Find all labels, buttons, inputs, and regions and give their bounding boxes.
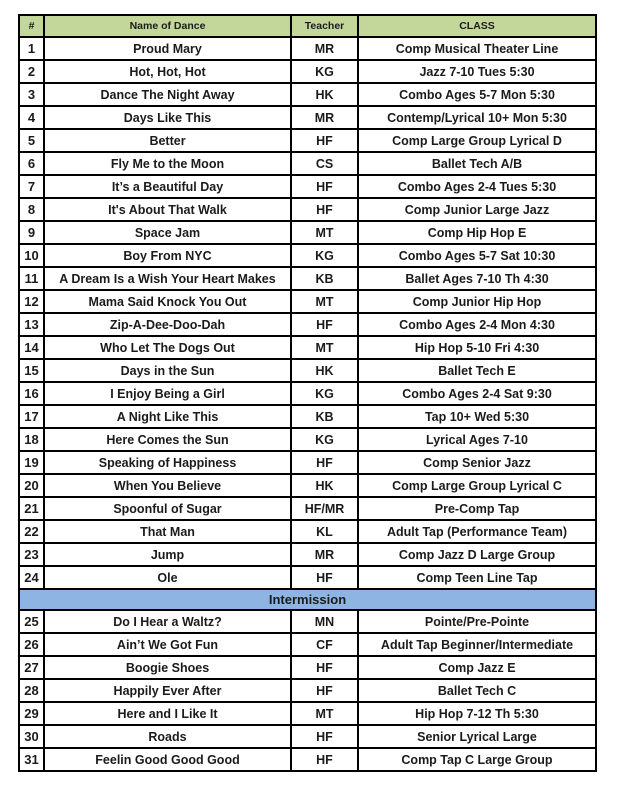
dance-name-cell: It's About That Walk [44, 198, 291, 221]
dance-name-cell: Dance The Night Away [44, 83, 291, 106]
table-row [19, 83, 596, 106]
class-cell: Ballet Tech E [358, 359, 596, 382]
class-cell: Ballet Tech C [358, 679, 596, 702]
row-number-cell: 21 [19, 497, 44, 520]
dance-name-cell: Better [44, 129, 291, 152]
teacher-cell: KG [291, 382, 358, 405]
dance-name-cell: Feelin Good Good Good [44, 748, 291, 771]
row-number-cell: 9 [19, 221, 44, 244]
class-cell: Combo Ages 5-7 Sat 10:30 [358, 244, 596, 267]
teacher-cell: HK [291, 83, 358, 106]
class-cell: Hip Hop 5-10 Fri 4:30 [358, 336, 596, 359]
dance-name-cell: Spoonful of Sugar [44, 497, 291, 520]
table-row [19, 359, 596, 382]
row-number-cell: 2 [19, 60, 44, 83]
table-row [19, 152, 596, 175]
class-cell: Contemp/Lyrical 10+ Mon 5:30 [358, 106, 596, 129]
class-cell: Comp Musical Theater Line [358, 37, 596, 60]
dance-name-cell: Roads [44, 725, 291, 748]
teacher-cell: MT [291, 702, 358, 725]
row-number-cell: 10 [19, 244, 44, 267]
class-cell: Lyrical Ages 7-10 [358, 428, 596, 451]
row-number-cell: 13 [19, 313, 44, 336]
dance-name-cell: Space Jam [44, 221, 291, 244]
teacher-cell: HF [291, 451, 358, 474]
table-row [19, 267, 596, 290]
class-cell: Comp Tap C Large Group [358, 748, 596, 771]
col-header-class: CLASS [358, 15, 596, 37]
teacher-cell: KG [291, 60, 358, 83]
class-cell: Senior Lyrical Large [358, 725, 596, 748]
teacher-cell: HF [291, 566, 358, 589]
row-number-cell: 28 [19, 679, 44, 702]
table-row [19, 428, 596, 451]
dance-name-cell: When You Believe [44, 474, 291, 497]
teacher-cell: MT [291, 336, 358, 359]
dance-name-cell: Fly Me to the Moon [44, 152, 291, 175]
teacher-cell: HF [291, 198, 358, 221]
teacher-cell: CS [291, 152, 358, 175]
class-cell: Comp Teen Line Tap [358, 566, 596, 589]
dance-name-cell: Mama Said Knock You Out [44, 290, 291, 313]
dance-name-cell: Here and I Like It [44, 702, 291, 725]
class-cell: Ballet Ages 7-10 Th 4:30 [358, 267, 596, 290]
dance-name-cell: I Enjoy Being a Girl [44, 382, 291, 405]
dance-name-cell: That Man [44, 520, 291, 543]
class-cell: Jazz 7-10 Tues 5:30 [358, 60, 596, 83]
teacher-cell: HF/MR [291, 497, 358, 520]
table-row [19, 702, 596, 725]
row-number-cell: 20 [19, 474, 44, 497]
row-number-cell: 3 [19, 83, 44, 106]
row-number-cell: 18 [19, 428, 44, 451]
row-number-cell: 31 [19, 748, 44, 771]
dance-name-cell: Jump [44, 543, 291, 566]
class-cell: Combo Ages 5-7 Mon 5:30 [358, 83, 596, 106]
teacher-cell: HF [291, 725, 358, 748]
teacher-cell: KB [291, 267, 358, 290]
teacher-cell: KG [291, 428, 358, 451]
teacher-cell: MR [291, 37, 358, 60]
table-row [19, 37, 596, 60]
row-number-cell: 11 [19, 267, 44, 290]
class-cell: Combo Ages 2-4 Sat 9:30 [358, 382, 596, 405]
row-number-cell: 26 [19, 633, 44, 656]
table-row [19, 336, 596, 359]
program-table [18, 14, 597, 772]
teacher-cell: MR [291, 106, 358, 129]
table-row [19, 405, 596, 428]
program-table-body [19, 37, 596, 771]
dance-name-cell: Here Comes the Sun [44, 428, 291, 451]
class-cell: Comp Hip Hop E [358, 221, 596, 244]
teacher-cell: HF [291, 175, 358, 198]
table-row [19, 451, 596, 474]
table-row [19, 520, 596, 543]
teacher-cell: HF [291, 679, 358, 702]
class-cell: Pre-Comp Tap [358, 497, 596, 520]
col-header-number: # [19, 15, 44, 37]
table-row [19, 679, 596, 702]
teacher-cell: HF [291, 748, 358, 771]
table-row [19, 290, 596, 313]
table-row [19, 382, 596, 405]
table-row [19, 313, 596, 336]
dance-name-cell: Boy From NYC [44, 244, 291, 267]
class-cell: Comp Large Group Lyrical C [358, 474, 596, 497]
class-cell: Comp Jazz D Large Group [358, 543, 596, 566]
class-cell: Comp Junior Large Jazz [358, 198, 596, 221]
row-number-cell: 19 [19, 451, 44, 474]
teacher-cell: HF [291, 656, 358, 679]
table-row [19, 633, 596, 656]
row-number-cell: 24 [19, 566, 44, 589]
table-row [19, 244, 596, 267]
dance-name-cell: Ole [44, 566, 291, 589]
table-row [19, 474, 596, 497]
teacher-cell: MT [291, 290, 358, 313]
table-header-row [19, 15, 596, 37]
row-number-cell: 29 [19, 702, 44, 725]
row-number-cell: 4 [19, 106, 44, 129]
table-row [19, 198, 596, 221]
teacher-cell: HF [291, 313, 358, 336]
teacher-cell: KB [291, 405, 358, 428]
dance-name-cell: Proud Mary [44, 37, 291, 60]
class-cell: Combo Ages 2-4 Mon 4:30 [358, 313, 596, 336]
row-number-cell: 23 [19, 543, 44, 566]
table-row [19, 610, 596, 633]
teacher-cell: MT [291, 221, 358, 244]
class-cell: Adult Tap Beginner/Intermediate [358, 633, 596, 656]
teacher-cell: KG [291, 244, 358, 267]
dance-name-cell: A Night Like This [44, 405, 291, 428]
class-cell: Ballet Tech A/B [358, 152, 596, 175]
teacher-cell: CF [291, 633, 358, 656]
table-row [19, 656, 596, 679]
table-row [19, 497, 596, 520]
row-number-cell: 22 [19, 520, 44, 543]
dance-name-cell: Ain’t We Got Fun [44, 633, 291, 656]
teacher-cell: HF [291, 129, 358, 152]
row-number-cell: 5 [19, 129, 44, 152]
table-row [19, 566, 596, 589]
table-row [19, 106, 596, 129]
class-cell: Combo Ages 2-4 Tues 5:30 [358, 175, 596, 198]
dance-name-cell: Hot, Hot, Hot [44, 60, 291, 83]
teacher-cell: KL [291, 520, 358, 543]
row-number-cell: 27 [19, 656, 44, 679]
row-number-cell: 17 [19, 405, 44, 428]
class-cell: Adult Tap (Performance Team) [358, 520, 596, 543]
row-number-cell: 15 [19, 359, 44, 382]
col-header-dance: Name of Dance [44, 15, 291, 37]
teacher-cell: HK [291, 359, 358, 382]
class-cell: Comp Senior Jazz [358, 451, 596, 474]
dance-name-cell: Days Like This [44, 106, 291, 129]
row-number-cell: 7 [19, 175, 44, 198]
row-number-cell: 6 [19, 152, 44, 175]
dance-name-cell: Days in the Sun [44, 359, 291, 382]
dance-name-cell: Boogie Shoes [44, 656, 291, 679]
row-number-cell: 14 [19, 336, 44, 359]
dance-name-cell: Who Let The Dogs Out [44, 336, 291, 359]
table-row [19, 221, 596, 244]
dance-name-cell: Happily Ever After [44, 679, 291, 702]
dance-name-cell: Zip-A-Dee-Doo-Dah [44, 313, 291, 336]
teacher-cell: HK [291, 474, 358, 497]
row-number-cell: 12 [19, 290, 44, 313]
row-number-cell: 30 [19, 725, 44, 748]
intermission-label: Intermission [19, 589, 596, 610]
class-cell: Hip Hop 7-12 Th 5:30 [358, 702, 596, 725]
class-cell: Pointe/Pre-Pointe [358, 610, 596, 633]
col-header-teacher: Teacher [291, 15, 358, 37]
dance-name-cell: Speaking of Happiness [44, 451, 291, 474]
class-cell: Comp Junior Hip Hop [358, 290, 596, 313]
table-row [19, 543, 596, 566]
intermission-row [19, 589, 596, 610]
row-number-cell: 25 [19, 610, 44, 633]
dance-name-cell: Do I Hear a Waltz? [44, 610, 291, 633]
row-number-cell: 16 [19, 382, 44, 405]
row-number-cell: 8 [19, 198, 44, 221]
table-row [19, 175, 596, 198]
row-number-cell: 1 [19, 37, 44, 60]
class-cell: Comp Jazz E [358, 656, 596, 679]
table-row [19, 60, 596, 83]
class-cell: Tap 10+ Wed 5:30 [358, 405, 596, 428]
dance-name-cell: It’s a Beautiful Day [44, 175, 291, 198]
teacher-cell: MR [291, 543, 358, 566]
table-row [19, 748, 596, 771]
table-row [19, 129, 596, 152]
table-row [19, 725, 596, 748]
teacher-cell: MN [291, 610, 358, 633]
class-cell: Comp Large Group Lyrical D [358, 129, 596, 152]
dance-name-cell: A Dream Is a Wish Your Heart Makes [44, 267, 291, 290]
